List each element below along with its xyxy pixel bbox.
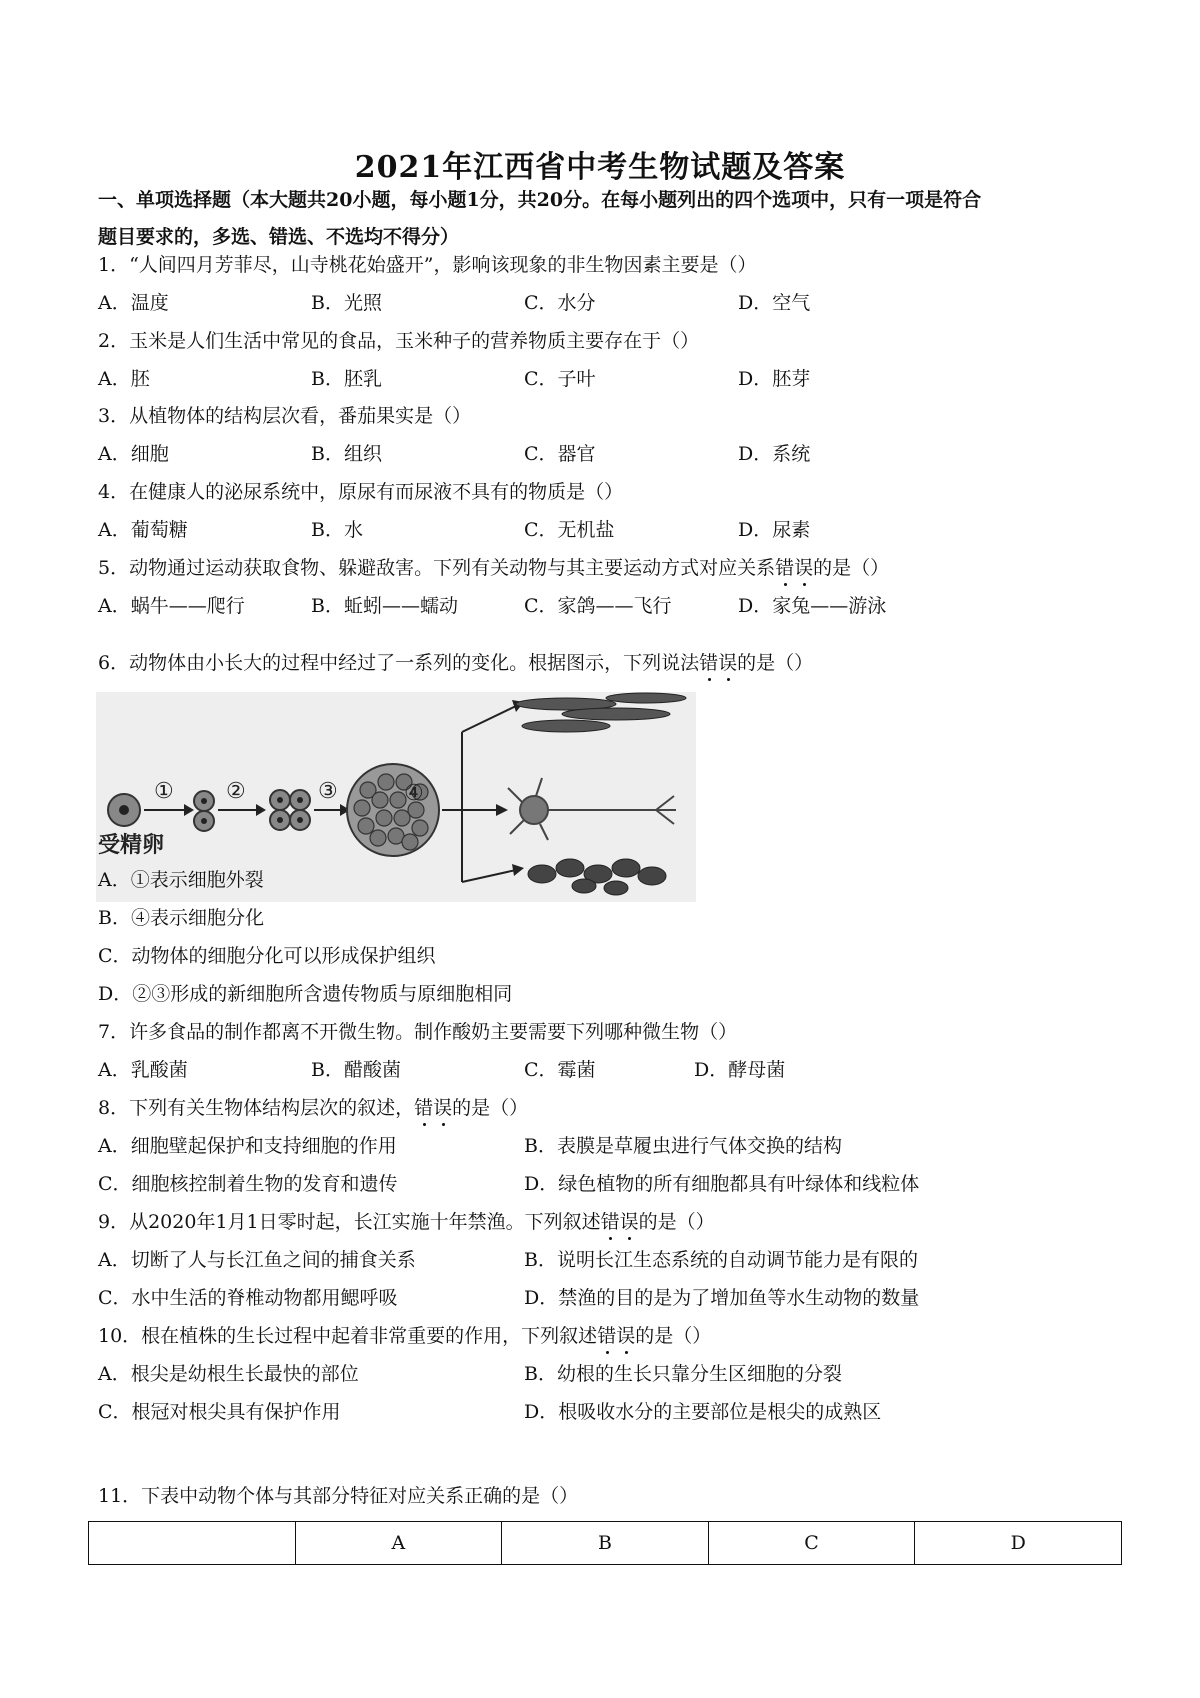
muscle-cells-icon	[516, 693, 686, 732]
q3-option-d: D．系统	[738, 443, 811, 465]
q7-option-c: C．霉菌	[524, 1059, 596, 1081]
q7-option-d: D．酵母菌	[694, 1059, 786, 1081]
q4-option-a: A．葡萄糖	[98, 519, 188, 541]
q8-option-b: B．表膜是草履虫进行气体交换的结构	[524, 1135, 842, 1157]
q10-stem-pre: 10．根在植株的生长过程中起着非常重要的作用，下列叙述	[98, 1325, 598, 1347]
q5-option-d: D．家兔——游泳	[738, 595, 887, 617]
q10-stem-post: 的是（）	[635, 1325, 712, 1347]
q6-option-c: C．动物体的细胞分化可以形成保护组织	[98, 945, 436, 967]
arrow-2	[218, 804, 266, 816]
question-8-stem	[98, 1096, 528, 1120]
question-1-stem: 1．“人间四月芳菲尽，山寺桃花始盛开”，影响该现象的非生物因素主要是（）	[98, 254, 757, 276]
question-7-stem: 7．许多食品的制作都离不开微生物。制作酸奶主要需要下列哪种微生物（）	[98, 1021, 738, 1043]
q5-stem-pre: 5．动物通过运动获取食物、躲避敌害。下列有关动物与其主要运动方式对应关系	[98, 557, 776, 579]
q9-emphasis-1: 错	[600, 1211, 620, 1233]
nerve-cell-icon	[508, 778, 676, 840]
q2-option-d: D．胚芽	[738, 368, 811, 390]
question-3-stem: 3．从植物体的结构层次看，番茄果实是（）	[98, 405, 472, 427]
q1-option-b: B．光照	[311, 292, 382, 314]
q2-option-a: A．胚	[98, 368, 150, 390]
q10-option-b: B．幼根的生长只靠分生区细胞的分裂	[524, 1363, 842, 1385]
q6-option-b: B．④表示细胞分化	[98, 907, 264, 929]
q7-option-b: B．醋酸菌	[311, 1059, 401, 1081]
q5-option-a: A．蜗牛——爬行	[98, 595, 245, 617]
q9-option-c: C．水中生活的脊椎动物都用鳃呼吸	[98, 1287, 398, 1309]
q3-option-c: C．器官	[524, 443, 596, 465]
step-1-label: ①	[154, 779, 174, 804]
q6-option-d: D．②③形成的新细胞所含遗传物质与原细胞相同	[98, 983, 513, 1005]
q6-option-a: A．①表示细胞外裂	[98, 869, 264, 891]
q8-option-a: A．细胞壁起保护和支持细胞的作用	[98, 1135, 397, 1157]
q6-stem-post: 的是（）	[737, 652, 814, 674]
question-4-stem: 4．在健康人的泌尿系统中，原尿有而尿液不具有的物质是（）	[98, 481, 624, 503]
q8-emphasis-1: 错	[414, 1097, 434, 1119]
q6-emphasis-1: 错	[699, 652, 719, 674]
question-6-stem	[98, 651, 813, 675]
four-cell-stage-icon	[270, 790, 310, 830]
step-4-label: ④	[404, 781, 424, 806]
q5-option-b: B．蚯蚓——蠕动	[311, 595, 458, 617]
q8-stem-post: 的是（）	[452, 1097, 529, 1119]
q1-option-a: A．温度	[98, 292, 169, 314]
q4-option-b: B．水	[311, 519, 363, 541]
q7-option-a: A．乳酸菌	[98, 1059, 188, 1081]
table-header-cell: B	[502, 1522, 709, 1565]
page-title: 2021年江西省中考生物试题及答案	[354, 150, 846, 185]
q10-emphasis-2: 误	[616, 1325, 636, 1347]
q2-option-b: B．胚乳	[311, 368, 382, 390]
fertilized-egg-icon	[108, 794, 140, 826]
q6-stem-pre: 6．动物体由小长大的过程中经过了一系列的变化。根据图示，下列说法	[98, 652, 700, 674]
table-header-cell: C	[708, 1522, 915, 1565]
q5-emphasis-1: 错	[775, 557, 795, 579]
q9-stem-pre: 9．从2020年1月1日零时起，长江实施十年禁渔。下列叙述	[98, 1211, 601, 1233]
q10-option-a: A．根尖是幼根生长最快的部位	[98, 1363, 359, 1385]
question-5-stem	[98, 556, 889, 580]
fertilized-egg-label: 受精卵	[98, 833, 165, 858]
q4-option-c: C．无机盐	[524, 519, 615, 541]
q10-emphasis-1: 错	[597, 1325, 617, 1347]
q9-stem-post: 的是（）	[638, 1211, 715, 1233]
q6-emphasis-2: 误	[718, 652, 738, 674]
table-header-cell	[89, 1522, 296, 1565]
question-11-stem: 11．下表中动物个体与其部分特征对应关系正确的是（）	[98, 1485, 579, 1507]
table-row	[89, 1522, 1122, 1565]
q9-emphasis-2: 误	[619, 1211, 639, 1233]
arrow-1	[144, 804, 194, 816]
table-header-cell: D	[915, 1522, 1122, 1565]
q3-option-b: B．组织	[311, 443, 382, 465]
arrow-3	[314, 804, 350, 816]
q8-option-d: D．绿色植物的所有细胞都具有叶绿体和线粒体	[524, 1173, 920, 1195]
q8-stem-pre: 8．下列有关生物体结构层次的叙述，	[98, 1097, 415, 1119]
q8-emphasis-2: 误	[433, 1097, 453, 1119]
q8-option-c: C．细胞核控制着生物的发育和遗传	[98, 1173, 398, 1195]
section-heading-line-1: 一、单项选择题（本大题共20小题，每小题1分，共20分。在每小题列出的四个选项中，只有一项是符合	[98, 189, 982, 211]
q1-option-d: D．空气	[738, 292, 811, 314]
blood-cells-icon	[528, 859, 666, 895]
section-heading-line-2: 题目要求的，多选、错选、不选均不得分）	[98, 226, 460, 248]
q5-emphasis-2: 误	[794, 557, 814, 579]
step-2-label: ②	[226, 779, 246, 804]
q10-option-d: D．根吸收水分的主要部位是根尖的成熟区	[524, 1401, 882, 1423]
q5-stem-post: 的是（）	[813, 557, 890, 579]
cell-mass-icon	[347, 764, 439, 856]
q2-option-c: C．子叶	[524, 368, 596, 390]
question-2-stem: 2．玉米是人们生活中常见的食品，玉米种子的营养物质主要存在于（）	[98, 330, 700, 352]
q3-option-a: A．细胞	[98, 443, 169, 465]
q4-option-d: D．尿素	[738, 519, 811, 541]
question-9-stem	[98, 1210, 715, 1234]
two-cell-stage-icon	[194, 791, 214, 831]
q10-option-c: C．根冠对根尖具有保护作用	[98, 1401, 341, 1423]
q5-option-c: C．家鸽——飞行	[524, 595, 672, 617]
q9-option-a: A．切断了人与长江鱼之间的捕食关系	[98, 1249, 416, 1271]
table-header-cell: A	[295, 1522, 502, 1565]
branch-arrows	[462, 706, 516, 882]
question-10-stem	[98, 1324, 711, 1348]
q9-option-b: B．说明长江生态系统的自动调节能力是有限的	[524, 1249, 918, 1271]
q11-table	[88, 1521, 1122, 1565]
q1-option-c: C．水分	[524, 292, 596, 314]
q9-option-d: D．禁渔的目的是为了增加鱼等水生动物的数量	[524, 1287, 920, 1309]
section-heading	[98, 182, 1118, 256]
step-3-label: ③	[318, 779, 338, 804]
